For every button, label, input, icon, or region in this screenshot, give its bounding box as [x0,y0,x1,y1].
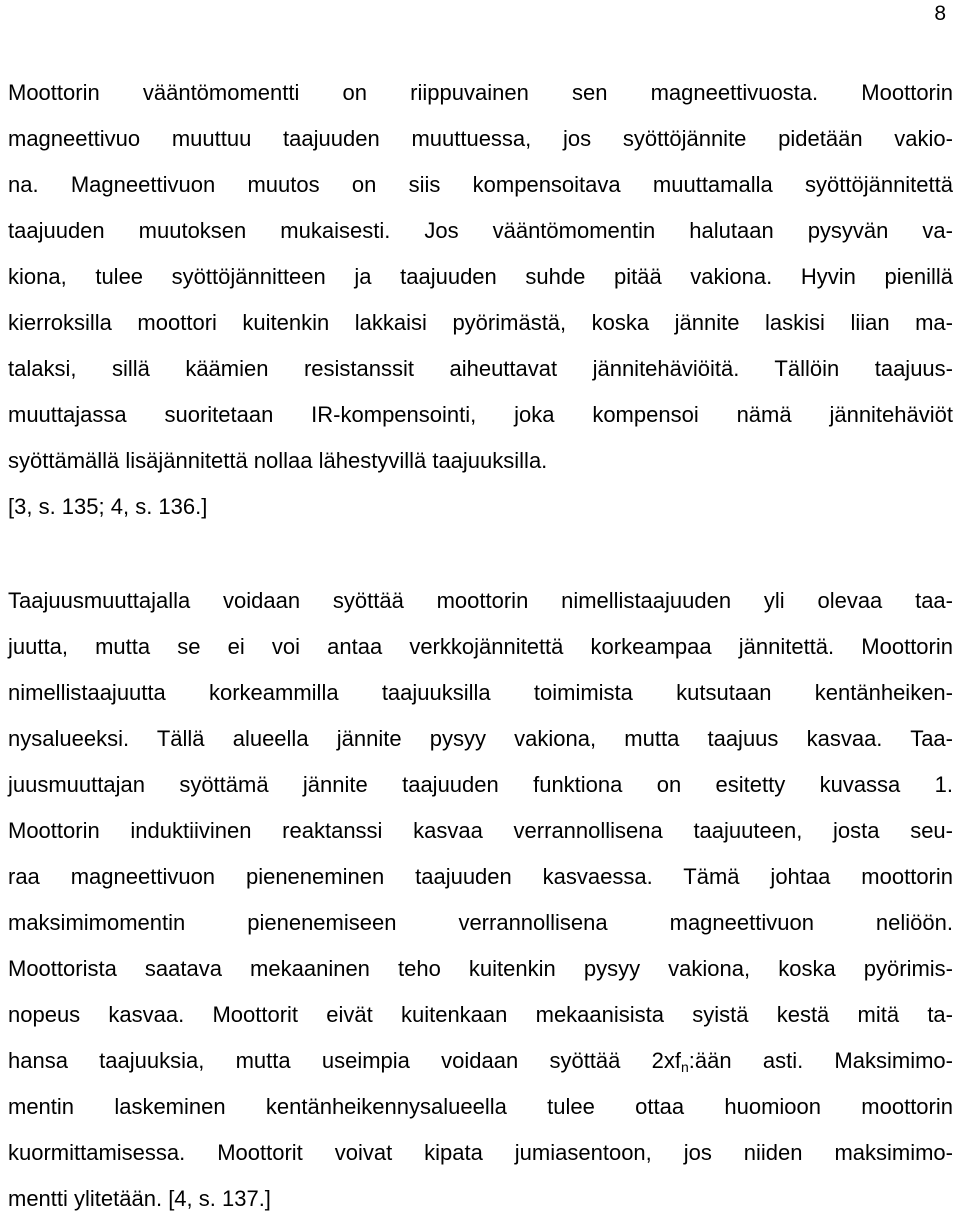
paragraph-line: na. Magneettivuon muutos on siis kompensoitava muuttamalla syöttöjännitettä [8,172,953,197]
paragraph-line: juusmuuttajan syöttämä jännite taajuuden funktiona on esitetty kuvassa 1. [8,772,953,797]
paragraph-line: Moottorin vääntömomentti on riippuvainen sen magneettivuosta. Moottorin [8,80,953,105]
paragraph-line: Moottorista saatava mekaaninen teho kuitenkin pysyy vakiona, koska pyörimis- [8,956,953,981]
paragraph-line: nopeus kasvaa. Moottorit eivät kuitenkaan mekaanisista syistä kestä mitä ta- [8,1002,953,1027]
paragraph-line: raa magneettivuon pieneneminen taajuuden kasvaessa. Tämä johtaa moottorin [8,864,953,889]
line-segment: :ään asti. Maksimimo- [688,1048,953,1073]
paragraph-line: Taajuusmuuttajalla voidaan syöttää moottorin nimellistaajuuden yli olevaa taa- [8,588,953,613]
paragraph-line: magneettivuo muuttuu taajuuden muuttuessa, jos syöttöjännite pidetään vakio- [8,126,953,151]
paragraph-line: talaksi, sillä käämien resistanssit aiheuttavat jännitehäviöitä. Tällöin taajuus- [8,356,953,381]
paragraph-line: Moottorin induktiivinen reaktanssi kasvaa verrannollisena taajuuteen, josta seu- [8,818,953,843]
paragraph-line: kierroksilla moottori kuitenkin lakkaisi pyörimästä, koska jännite laskisi liian ma- [8,310,953,335]
paragraph-line: mentti ylitetään. [4, s. 137.] [8,1186,271,1211]
paragraph-line: nysalueeksi. Tällä alueella jännite pysyy vakiona, mutta taajuus kasvaa. Taa- [8,726,953,751]
line-segment: hansa taajuuksia, mutta useimpia voidaan syöttää 2xf [8,1048,681,1073]
paragraph-line: kuormittamisessa. Moottorit voivat kipata jumiasentoon, jos niiden maksimimo- [8,1140,953,1165]
paragraph-line: juutta, mutta se ei voi antaa verkkojännitettä korkeampaa jännitettä. Moottorin [8,634,953,659]
paragraph-line: taajuuden muutoksen mukaisesti. Jos vääntömomentin halutaan pysyvän va- [8,218,953,243]
paragraph-line: kiona, tulee syöttöjännitteen ja taajuuden suhde pitää vakiona. Hyvin pienillä [8,264,953,289]
page-number: 8 [934,2,946,25]
paragraph-line: maksimimomentin pienenemiseen verrannollisena magneettivuon neliöön. [8,910,953,935]
paragraph-line: syöttämällä lisäjännitettä nollaa lähestyvillä taajuuksilla. [8,448,548,473]
citation: [3, s. 135; 4, s. 136.] [8,494,208,519]
subscript: n [680,1059,689,1075]
paragraph-line: mentin laskeminen kentänheikennysalueella tulee ottaa huomioon moottorin [8,1094,953,1119]
paragraph-line-with-subscript [8,1048,953,1074]
paragraph-line: muuttajassa suoritetaan IR-kompensointi, joka kompensoi nämä jännitehäviöt [8,402,953,427]
paragraph-line: nimellistaajuutta korkeammilla taajuuksilla toimimista kutsutaan kentänheiken- [8,680,953,705]
